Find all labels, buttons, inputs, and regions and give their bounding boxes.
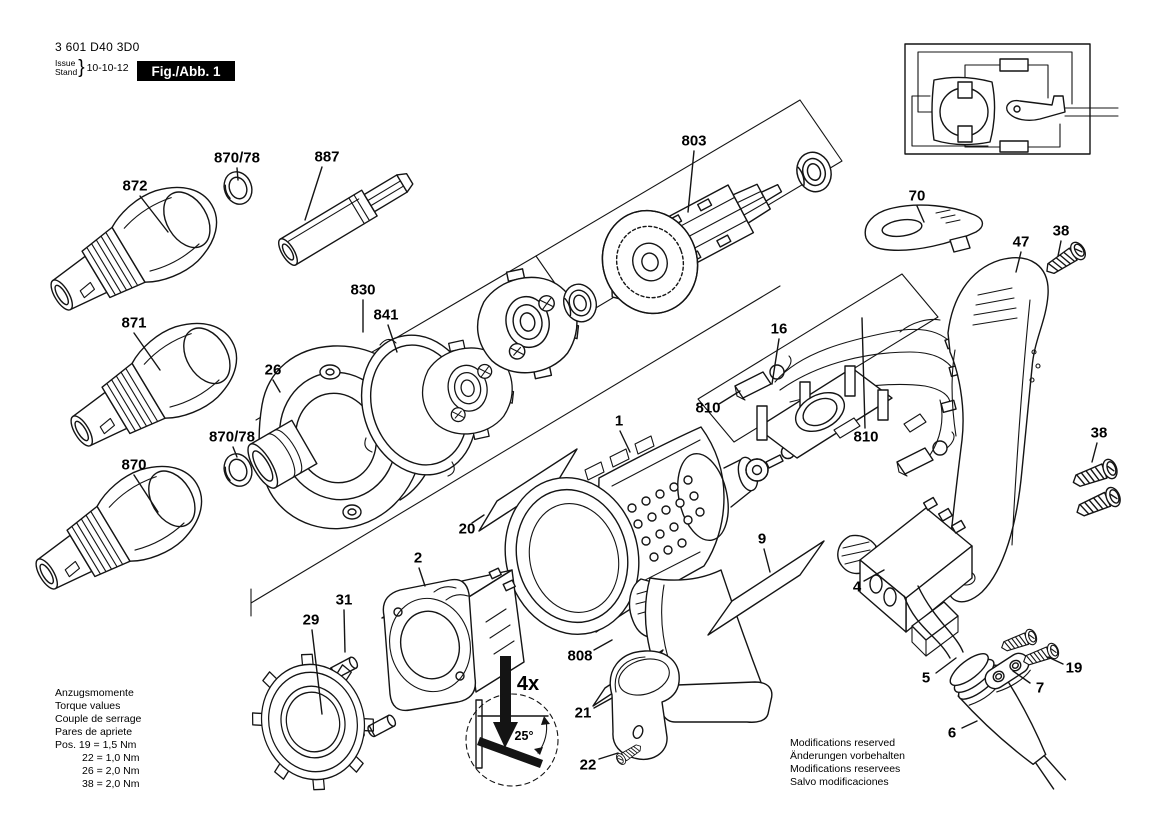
- callout-29: 29: [302, 611, 320, 629]
- callout-6: 6: [947, 724, 957, 742]
- drawing-header: [55, 40, 140, 79]
- part-29-air-deflector-ring: [239, 642, 387, 803]
- part-810-carbon-brush-b: [897, 432, 954, 476]
- callout-21: 21: [574, 704, 592, 722]
- modifications-line-de: Änderungen vorbehalten: [790, 750, 906, 762]
- callout-808: 808: [567, 647, 593, 665]
- callout-870-78-a: 870/78: [214, 149, 260, 167]
- callout-26: 26: [264, 361, 282, 379]
- stand-label: Stand: [55, 67, 78, 77]
- callout-47: 47: [1012, 233, 1030, 251]
- callout-9: 9: [757, 530, 767, 548]
- detail-angle-label: 25°: [514, 728, 534, 743]
- modifications-note: [790, 737, 905, 789]
- part-810-carbon-brush-a: [735, 356, 791, 400]
- callout-19: 19: [1065, 659, 1083, 677]
- torque-row: 38 = 2,0 Nm: [82, 778, 140, 790]
- callout-870-78-b: 870/78: [209, 428, 255, 446]
- part-70-lever: [865, 205, 982, 252]
- detail-count-label: 4x: [516, 673, 540, 695]
- part-871-depth-stop: [54, 304, 254, 474]
- part-38-screws: [1042, 240, 1123, 522]
- torque-row: Pos. 19 = 1,5 Nm: [55, 739, 137, 751]
- inset-wiring-diagram: [905, 44, 1118, 154]
- callout-810-b: 810: [853, 428, 879, 446]
- torque-heading-en: Torque values: [55, 700, 121, 712]
- callout-20: 20: [458, 520, 476, 538]
- torque-row: 22 = 1,0 Nm: [82, 752, 140, 764]
- modifications-line-es: Salvo modificaciones: [790, 776, 889, 788]
- ball-bearing-rear: [792, 148, 836, 196]
- callout-871: 871: [121, 314, 147, 332]
- callout-31: 31: [335, 591, 353, 609]
- callout-830: 830: [350, 281, 376, 299]
- callout-38-b: 38: [1090, 424, 1108, 442]
- callout-1: 1: [614, 412, 624, 430]
- callout-70: 70: [908, 187, 926, 205]
- issue-label: Issue: [55, 58, 76, 68]
- torque-note: [55, 687, 141, 791]
- callout-870: 870: [121, 456, 147, 474]
- torque-heading-de: Anzugsmomente: [55, 687, 134, 699]
- modifications-line-en: Modifications reserved: [790, 737, 896, 749]
- torque-row: 26 = 2,0 Nm: [82, 765, 140, 777]
- part-870-depth-stop: [19, 447, 219, 614]
- figure-label-box: Fig./Abb. 1: [137, 61, 235, 81]
- issue-date: 10-10-12: [86, 62, 129, 74]
- modifications-line-fr: Modifications reservees: [790, 763, 901, 775]
- callout-5: 5: [921, 669, 931, 687]
- callout-803: 803: [681, 132, 707, 150]
- callout-887: 887: [314, 148, 340, 166]
- type-number: 3 601 D40 3D0: [55, 40, 140, 54]
- callout-22: 22: [579, 756, 597, 774]
- callout-872: 872: [122, 177, 148, 195]
- callout-7: 7: [1035, 679, 1045, 697]
- callout-38-a: 38: [1052, 222, 1070, 240]
- part-887-bit-holder: [275, 166, 417, 268]
- callout-841: 841: [373, 306, 399, 324]
- torque-heading-fr: Couple de serrage: [55, 713, 142, 725]
- callout-2: 2: [413, 549, 423, 567]
- callout-810-a: 810: [695, 399, 721, 417]
- torque-heading-es: Pares de apriete: [55, 726, 133, 738]
- issue-brace: }: [78, 57, 85, 78]
- callout-16: 16: [770, 320, 788, 338]
- callout-4: 4: [852, 578, 862, 596]
